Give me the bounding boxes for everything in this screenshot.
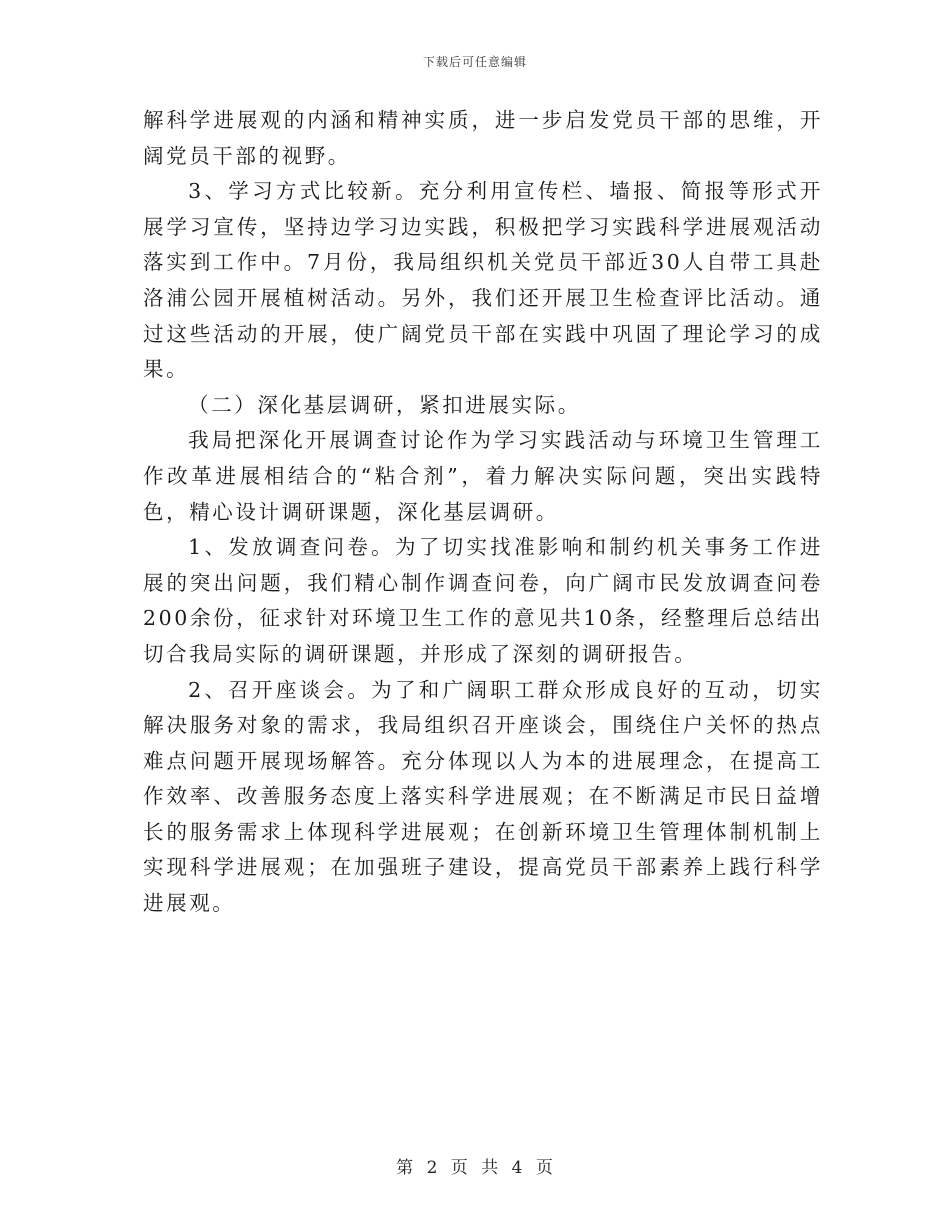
page-number-footer: 第 2 页 共 4 页 <box>396 1158 554 1178</box>
section-heading-grassroots-research: （二）深化基层调研，紧扣进展实际。 <box>188 392 581 417</box>
paragraph-questionnaire: 1、发放调查问卷。为了切实找准影响和制约机关事务工作进展的突出问题，我们精心制作调查问卷，向广阔市民发放调查问卷200余份，征求针对环境卫生工作的意见共10条，经整理后总结出切合我局实际的调研课题，并形成了深刻的调研报告。 <box>143 535 823 666</box>
paragraph-learning-method: 3、学习方式比较新。充分利用宣传栏、墙报、简报等形式开展学习宣传，坚持边学习边实践，积极把学习实践科学进展观活动落实到工作中。7月份，我局组织机关党员干部近30人自带工具赴洛浦公园开展植树活动。另外，我们还开展卫生检查评比活动。通过这些活动的开展，使广阔党员干部在实践中巩固了理论学习的成果。 <box>143 179 823 382</box>
page-header: 下载后可任意编辑 <box>422 55 527 69</box>
paragraph-research-intro: 我局把深化开展调查讨论作为学习实践活动与环境卫生管理工作改革进展相结合的“粘合剂”，着力解决实际问题，突出实践特色，精心设计调研课题，深化基层调研。 <box>143 428 823 524</box>
paragraph-continuation: 解科学进展观的内涵和精神实质，进一步启发党员干部的思维，开阔党员干部的视野。 <box>143 108 823 168</box>
document-body <box>143 103 823 922</box>
paragraph-symposium: 2、召开座谈会。为了和广阔职工群众形成良好的互动，切实解决服务对象的需求，我局组织召开座谈会，围绕住户关怀的热点难点问题开展现场解答。充分体现以人为本的进展理念，在提高工作效率、改善服务态度上落实科学进展观；在不断满足市民日益增长的服务需求上体现科学进展观；在创新环境卫生管理体制机制上实现科学进展观；在加强班子建设，提高党员干部素养上践行科学进展观。 <box>143 677 823 916</box>
